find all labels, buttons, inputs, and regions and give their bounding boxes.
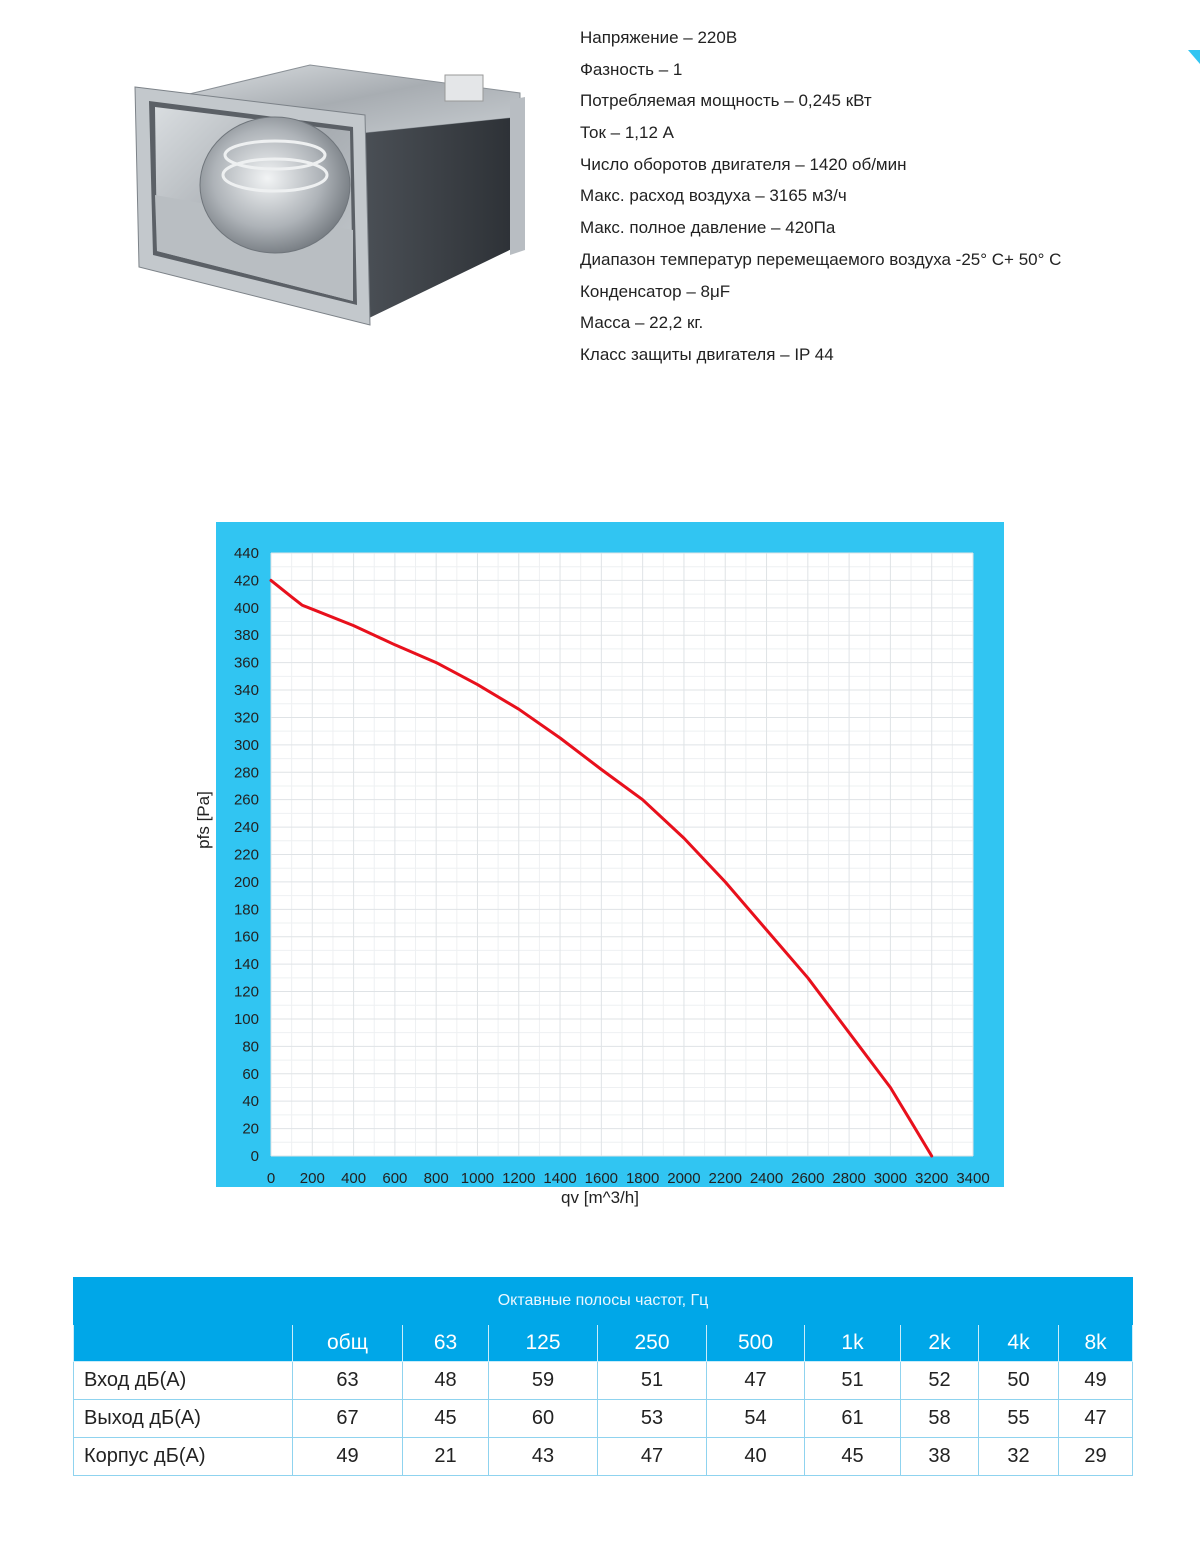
table-cell: 51: [805, 1362, 901, 1400]
x-tick-label: 1400: [543, 1170, 577, 1187]
band-header: 125: [489, 1325, 598, 1362]
y-tick-label: 360: [233, 654, 259, 672]
band-header: 8k: [1059, 1325, 1133, 1362]
y-tick-label: 420: [233, 572, 259, 590]
table-cell: 43: [489, 1438, 598, 1476]
table-cell: 29: [1059, 1438, 1133, 1476]
table-cell: 61: [805, 1400, 901, 1438]
x-tick-label: 1600: [584, 1170, 619, 1187]
table-corner-cell: [74, 1325, 293, 1362]
table-cell: 52: [901, 1362, 979, 1400]
x-tick-label: 200: [299, 1170, 325, 1187]
table-cell: 47: [598, 1438, 707, 1476]
table-cell: 47: [707, 1362, 805, 1400]
spec-current: Ток – 1,12 А: [580, 123, 674, 143]
x-tick-label: 1800: [625, 1170, 660, 1187]
table-row: [74, 1438, 1133, 1476]
y-tick-label: 220: [233, 846, 259, 864]
x-tick-label: 800: [423, 1170, 449, 1187]
table-cell: 51: [598, 1362, 707, 1400]
x-axis-title: qv [m^3/h]: [561, 1188, 639, 1207]
y-tick-label: 20: [242, 1120, 259, 1138]
row-label: Вход дБ(А): [74, 1362, 293, 1400]
y-tick-label: 180: [233, 901, 259, 919]
table-cell: 58: [901, 1400, 979, 1438]
y-tick-label: 40: [242, 1093, 259, 1111]
table-row: [74, 1400, 1133, 1438]
x-tick-label: 1000: [460, 1170, 495, 1187]
table-cell: 38: [901, 1438, 979, 1476]
y-tick-label: 400: [233, 599, 259, 617]
table-cell: 47: [1059, 1400, 1133, 1438]
band-header: 250: [598, 1325, 707, 1362]
x-tick-label: 2000: [667, 1170, 701, 1187]
x-tick-label: 2600: [791, 1170, 825, 1187]
table-cell: 40: [707, 1438, 805, 1476]
y-tick-label: 140: [233, 956, 259, 974]
x-tick-label: 3000: [873, 1170, 908, 1187]
band-header: 63: [403, 1325, 489, 1362]
table-cell: 21: [403, 1438, 489, 1476]
row-label: Выход дБ(А): [74, 1400, 293, 1438]
x-tick-label: 0: [266, 1170, 276, 1187]
y-tick-label: 160: [233, 928, 259, 946]
table-cell: 59: [489, 1362, 598, 1400]
table-caption: Октавные полосы частот, Гц: [74, 1278, 1133, 1325]
y-tick-label: 200: [233, 873, 259, 891]
table-cell: 63: [293, 1362, 403, 1400]
table-cell: 53: [598, 1400, 707, 1438]
band-header: 1k: [805, 1325, 901, 1362]
y-tick-label: 380: [233, 627, 259, 645]
y-tick-label: 280: [233, 764, 259, 782]
table-row: [74, 1362, 1133, 1400]
chart-frame: [216, 522, 1004, 1187]
y-tick-label: 100: [233, 1010, 259, 1028]
table-cell: 60: [489, 1400, 598, 1438]
table-cell: 49: [293, 1438, 403, 1476]
y-tick-label: 340: [233, 682, 259, 700]
table-cell: 45: [805, 1438, 901, 1476]
y-tick-label: 60: [242, 1065, 259, 1083]
table-cell: 67: [293, 1400, 403, 1438]
y-tick-label: 120: [233, 983, 259, 1001]
x-tick-label: 1200: [502, 1170, 536, 1187]
performance-chart: [216, 522, 1004, 1187]
y-tick-label: 440: [233, 545, 259, 562]
spec-rpm: Число оборотов двигателя – 1420 об/мин: [580, 154, 907, 174]
y-tick-label: 240: [233, 819, 259, 837]
table-cell: 50: [979, 1362, 1059, 1400]
corner-mark-icon: [1188, 50, 1200, 64]
x-tick-label: 400: [341, 1170, 367, 1187]
y-tick-label: 0: [250, 1148, 259, 1165]
spec-phase: Фазность – 1: [580, 59, 683, 79]
x-tick-label: 2200: [708, 1170, 742, 1187]
spec-pressure: Макс. полное давление – 420Па: [580, 218, 836, 238]
table-cell: 48: [403, 1362, 489, 1400]
table-cell: 45: [403, 1400, 489, 1438]
spec-protection: Класс защиты двигателя – IP 44: [580, 344, 834, 364]
y-tick-label: 320: [233, 709, 259, 727]
y-tick-label: 300: [233, 736, 259, 754]
spec-voltage: Напряжение – 220В: [580, 28, 738, 47]
x-tick-label: 600: [382, 1170, 408, 1187]
x-tick-label: 3400: [956, 1170, 990, 1187]
spec-temperature: Диапазон температур перемещаемого воздуха -25° С+ 50° С: [580, 249, 1062, 269]
band-header: 500: [707, 1325, 805, 1362]
spec-list: [580, 22, 1061, 371]
table-cell: 49: [1059, 1362, 1133, 1400]
table-cell: 32: [979, 1438, 1059, 1476]
band-header: общ: [293, 1325, 403, 1362]
x-tick-label: 2800: [832, 1170, 866, 1187]
table-cell: 55: [979, 1400, 1059, 1438]
row-label: Корпус дБ(А): [74, 1438, 293, 1476]
fan-product-image: [125, 55, 535, 340]
octave-band-table: [73, 1277, 1133, 1476]
spec-capacitor: Конденсатор – 8μF: [580, 281, 731, 301]
y-tick-label: 260: [233, 791, 259, 809]
y-tick-label: 80: [242, 1038, 259, 1056]
y-axis-title: pfs [Pa]: [194, 791, 213, 849]
x-tick-label: 3200: [915, 1170, 949, 1187]
spec-power: Потребляемая мощность – 0,245 кВт: [580, 91, 872, 111]
band-header: 2k: [901, 1325, 979, 1362]
x-tick-label: 2400: [749, 1170, 784, 1187]
spec-airflow: Макс. расход воздуха – 3165 м3/ч: [580, 186, 847, 206]
spec-mass: Масса – 22,2 кг.: [580, 313, 704, 333]
band-header: 4k: [979, 1325, 1059, 1362]
table-cell: 54: [707, 1400, 805, 1438]
